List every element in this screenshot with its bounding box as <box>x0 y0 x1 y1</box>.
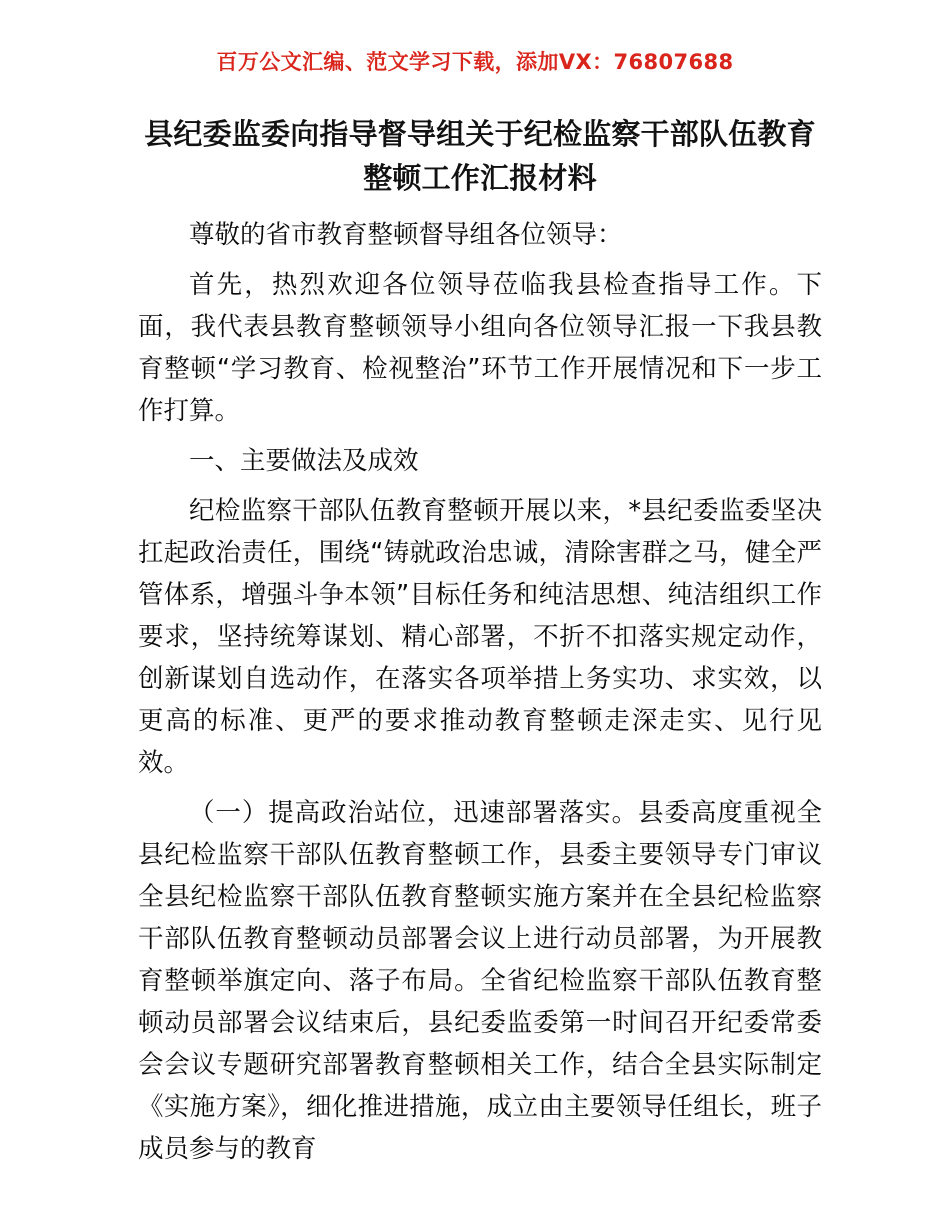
document-body <box>138 112 822 1178</box>
page-title: 县纪委监委向指导督导组关于纪检监察干部队伍教育整顿工作汇报材料 <box>144 117 816 195</box>
salutation-line: 尊敬的省市教育整顿督导组各位领导： <box>189 220 623 250</box>
promo-header <box>0 52 950 73</box>
paragraph-section-1-body: 纪检监察干部队伍教育整顿开展以来，*县纪委监委坚决扛起政治责任，围绕“铸就政治忠诚，清除害群之马，健全严管体系，增强斗争本领”目标任务和纯洁思想、纯洁组织工作要求，坚持统筹谋划、精心部署，不折不扣落实规定动作，创新谋划自选动作，在落实各项举措上务实功、求实效，以更高的标准、更严的要求推动教育整顿走深走实、见行见效。 <box>138 496 822 778</box>
section-heading-1: 一、主要做法及成效 <box>189 446 419 476</box>
paragraph-intro: 首先，热烈欢迎各位领导莅临我县检查指导工作。下面，我代表县教育整顿领导小组向各位领导汇报一下我县教育整顿“学习教育、检视整治”环节工作开展情况和下一步工作打算。 <box>138 270 822 426</box>
paragraph-item-1: （一）提高政治站位，迅速部署落实。县委高度重视全县纪检监察干部队伍教育整顿工作，县委主要领导专门审议全县纪检监察干部队伍教育整顿实施方案并在全县纪检监察干部队伍教育整顿动员部署会议上进行动员部署，为开展教育整顿举旗定向、落子布局。全省纪检监察干部队伍教育整顿动员部署会议结束后，县纪委监委第一时间召开纪委常委会会议专题研究部署教育整顿相关工作，结合全县实际制定《实施方案》，细化推进措施，成立由主要领导任组长，班子成员参与的教育 <box>138 798 822 1164</box>
promo-header-text: 百万公文汇编、范文学习下载，添加VX：76807688 <box>216 50 734 74</box>
